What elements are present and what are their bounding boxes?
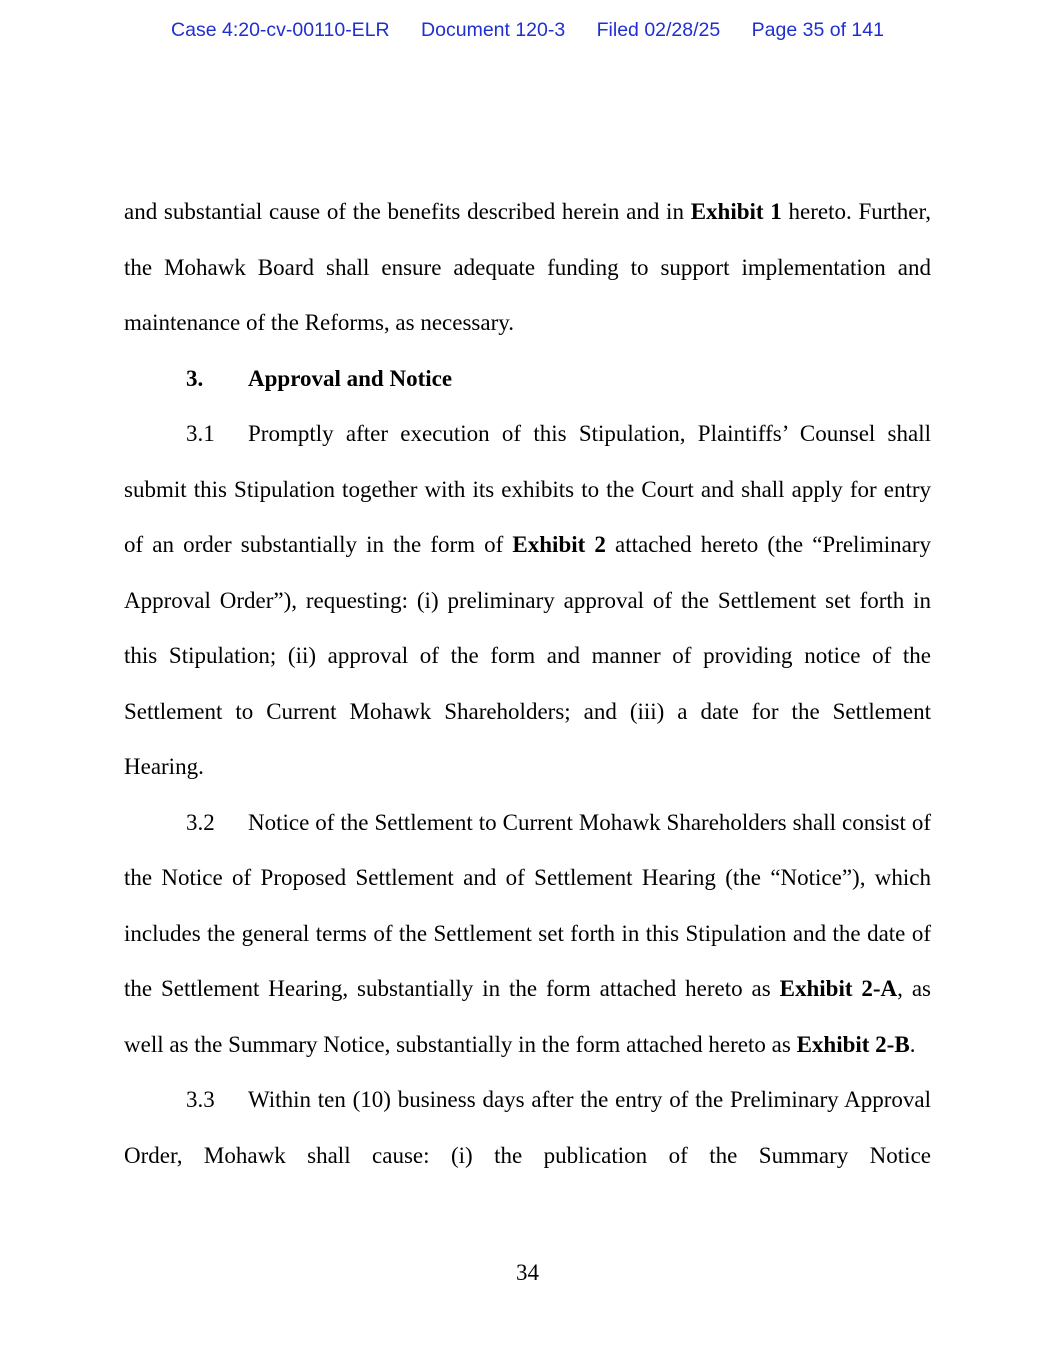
case-header (0, 19, 1055, 42)
exhibit-2-ref: Exhibit 2 (512, 532, 606, 557)
section-title: Approval and Notice (248, 365, 453, 391)
paragraph-3-2: 3.2 Notice of the Settlement to Current Mohawk Shareholders shall consist of the Notice of Proposed Settlement and of Settlement Hearing (the “Notice”), which includes the general terms of the Settlement set forth in this Stipulation and the date of the Settlement Hearing, substantially in the form attached hereto as Exhibit 2-A, as well as the Summary Notice, substantially in the form attached hereto as Exhibit 2-B. (124, 795, 931, 1073)
paragraph-number: 3.2 (186, 809, 215, 835)
page-of-total: Page 35 of 141 (751, 19, 884, 41)
paragraph-3-1: 3.1 Promptly after execution of this Stipulation, Plaintiffs’ Counsel shall submit this Stipulation together with its exhibits to the Court and shall apply for entry of an order substantially in the form of Exhibit 2 attached hereto (the “Preliminary Approval Order”), requesting: (i) preliminary approval of the Settlement set forth in this Stipulation; (ii) approval of the form and manner of providing notice of the Settlement to Current Mohawk Shareholders; and (iii) a date for the Settlement Hearing. (124, 406, 931, 795)
document-body (124, 184, 931, 1183)
page-number: 34 (516, 1260, 539, 1285)
paragraph-number: 3.3 (186, 1087, 215, 1112)
section-heading (124, 351, 931, 407)
exhibit-1-ref: Exhibit 1 (690, 199, 782, 224)
case-number: Case 4:20-cv-00110-ELR (171, 19, 390, 41)
filed-date: Filed 02/28/25 (596, 19, 721, 41)
paragraph-continuation: and substantial cause of the benefits described herein and in Exhibit 1 hereto. Further, the Mohawk Board shall ensure adequate funding to support implementation and maintenance of the Reforms, as necessary. (124, 199, 931, 335)
exhibit-2b-ref: Exhibit 2-B (796, 1031, 910, 1057)
paragraph-3-3: 3.3 Within ten (10) business days after the entry of the Preliminary Approval Order, Mohawk shall cause: (i) the publication of the Summary Notice (124, 1072, 931, 1183)
paragraph-number: 3.1 (186, 421, 215, 446)
section-number: 3. (186, 365, 204, 391)
document-number: Document 120-3 (421, 19, 566, 41)
exhibit-2a-ref: Exhibit 2-A (779, 976, 898, 1001)
